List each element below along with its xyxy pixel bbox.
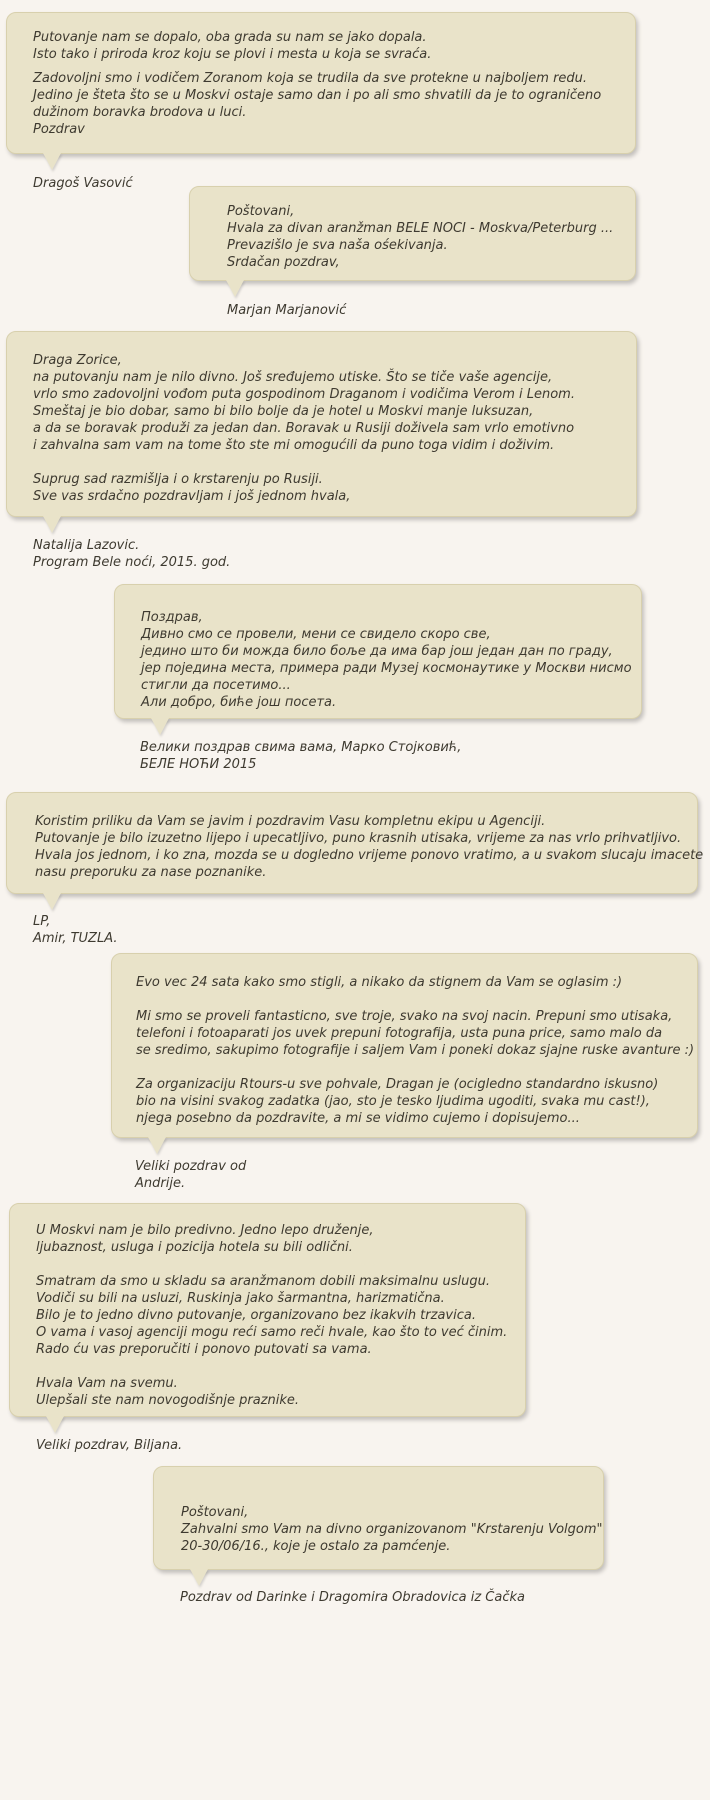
testimonial-bubble: [114, 584, 642, 719]
testimonial-text-line: [33, 454, 626, 471]
author-line: Program Bele noći, 2015. god.: [33, 555, 231, 570]
testimonial-text-line: Srdačan pozdrav,: [227, 255, 340, 270]
author-line: Natalija Lazovic.: [33, 538, 140, 553]
testimonial-author: [135, 1158, 246, 1192]
testimonial-text-line: Koristim priliku da Vam se javim i pozdravim Vasu kompletnu ekipu u Agenciji.: [35, 814, 546, 829]
testimonial-text-line: [136, 1059, 687, 1076]
testimonial-text-line: Mi smo se proveli fantasticno, sve troje, svako na svoj nacin. Prepuni smo utisaka,: [136, 1009, 673, 1024]
testimonial-text-line: Smeštaj je bio dobar, samo bi bilo bolje da je hotel u Moskvi manje luksuzan,: [33, 404, 534, 419]
testimonial-bubble: [6, 12, 636, 154]
testimonial-author: [33, 913, 117, 947]
testimonial-text-line: ljubaznost, usluga i pozicija hotela su bili odlični.: [36, 1240, 353, 1255]
testimonial-text-line: Hvala Vam na svemu.: [36, 1376, 178, 1391]
testimonial-paragraph: [33, 352, 626, 505]
testimonial-paragraph: [36, 1222, 515, 1409]
testimonial-paragraph: [136, 974, 695, 1127]
testimonial-bubble: [111, 953, 698, 1138]
testimonial-text-line: Putovanje nam se dopalo, oba grada su nam se jako dopala.: [33, 30, 427, 45]
author-line: БЕЛЕ НОЋИ 2015: [140, 757, 257, 772]
testimonial-text-line: a da se boravak produži za jedan dan. Boravak u Rusiji doživela sam vrlo emotivno: [33, 421, 575, 436]
testimonial-text-line: Pozdrav: [33, 122, 85, 137]
testimonial-text-line: Isto tako i priroda kroz koju se plovi i mesta u koja se svraća.: [33, 47, 432, 62]
testimonial-paragraph: [227, 203, 625, 271]
testimonial-bubble: [6, 331, 637, 517]
testimonial-text-line: [36, 1358, 515, 1375]
testimonial-text-line: Suprug sad razmišlja i o krstarenju po Rusiji.: [33, 472, 323, 487]
testimonial-text-line: bio na visini svakog zadatka (jao, sto je tesko ljudima ugoditi, svaka mu cast!),: [136, 1094, 650, 1109]
testimonial-text-line: se sredimo, sakupimo fotografije i saljem Vam i poneki dokaz sjajne ruske avanture :): [136, 1043, 695, 1058]
testimonial-text-line: Vodiči su bili na usluzi, Ruskinja jako šarmantna, harizmatična.: [36, 1291, 445, 1306]
testimonial-author: [33, 537, 230, 571]
testimonial-text-line: јер поједина места, примера ради Музеј космонаутике у Москви нисмо: [141, 661, 632, 676]
testimonial-paragraph: [35, 813, 704, 881]
testimonial-text-line: Prevazišlo je sva naša ośekivanja.: [227, 238, 448, 253]
testimonial-text-line: njega posebno da pozdravite, a mi se vidimo cujemo i dopisujemo...: [136, 1111, 580, 1126]
testimonial-text-line: O vama i vasoj agenciji mogu reći samo reči hvale, kao što to već činim.: [36, 1325, 508, 1340]
testimonial-text-line: nasu preporuku za nase poznanike.: [35, 865, 267, 880]
testimonial-paragraph: [33, 29, 625, 63]
testimonial-text-line: Sve vas srdačno pozdravljam i još jednom hvala,: [33, 489, 351, 504]
testimonial-text-line: Bilo je to jedno divno putovanje, organizovano bez ikakvih trzavica.: [36, 1308, 476, 1323]
testimonial-text-line: [36, 1256, 515, 1273]
testimonial-text-line: Za organizaciju Rtours-u sve pohvale, Dragan je (ocigledno standardno iskusno): [136, 1077, 659, 1092]
testimonial-text-line: Поздрав,: [141, 610, 203, 625]
testimonial-author: [36, 1437, 182, 1454]
author-line: Marjan Marjanović: [227, 303, 347, 318]
testimonial-text-line: Zahvalni smo Vam na divno organizovanom "Krstarenju Volgom": [181, 1522, 603, 1537]
testimonial-paragraph: [181, 1504, 603, 1555]
author-line: Dragoš Vasović: [33, 176, 133, 191]
author-line: Veliki pozdrav od: [135, 1159, 247, 1174]
testimonial-paragraph: [33, 70, 625, 138]
testimonial-text-line: једино што би можда било боље да има бар још један дан по граду,: [141, 644, 613, 659]
testimonial-text-line: Дивно смо се провели, мени се свидело скоро све,: [141, 627, 491, 642]
testimonial-text-line: Poštovani,: [181, 1505, 249, 1520]
testimonial-author: [33, 175, 133, 192]
testimonial-text-line: 20-30/06/16., koje je ostalo za pamćenje.: [181, 1539, 451, 1554]
testimonial-author: [140, 739, 461, 773]
testimonial-text-line: Ulepšali ste nam novogodišnje praznike.: [36, 1393, 300, 1408]
testimonial-bubble: [9, 1203, 526, 1417]
testimonial-text-line: na putovanju nam je nilo divno. Još sređujemo utiske. Što se tiče vaše agencije,: [33, 370, 553, 385]
testimonial-bubble: [153, 1466, 604, 1570]
testimonial-text-line: Draga Zorice,: [33, 353, 122, 368]
author-line: Veliki pozdrav, Biljana.: [36, 1438, 183, 1453]
testimonial-text-line: Rado ću vas preporučiti i ponovo putovati sa vama.: [36, 1342, 372, 1357]
testimonial-text-line: Hvala za divan aranžman BELE NOCI - Moskva/Peterburg ...: [227, 221, 614, 236]
testimonial-bubble: [189, 186, 636, 281]
testimonial-text-line: telefoni i fotoaparati jos uvek prepuni fotografija, usta puna price, samo malo da: [136, 1026, 663, 1041]
testimonial-text-line: vrlo smo zadovoljni vođom puta gospodinom Draganom i vodičima Verom i Lenom.: [33, 387, 575, 402]
author-line: LP,: [33, 914, 51, 929]
testimonial-text-line: Jedino je šteta što se u Moskvi ostaje samo dan i po ali smo shvatili da je to ograničeno: [33, 88, 602, 103]
author-line: Amir, TUZLA.: [33, 931, 118, 946]
testimonial-author: [227, 302, 346, 319]
testimonial-text-line: dužinom boravka brodova u luci.: [33, 105, 247, 120]
author-line: Andrije.: [135, 1176, 186, 1191]
testimonial-bubble: [6, 792, 704, 894]
testimonial-text-line: Hvala jos jednom, i ko zna, mozda se u dogledno vrijeme ponovo vratimo, a u svakom slucaju imacete: [35, 848, 704, 863]
author-line: Pozdrav od Darinke i Dragomira Obradovica iz Čačka: [180, 1590, 525, 1605]
testimonial-text-line: Smatram da smo u skladu sa aranžmanom dobili maksimalnu uslugu.: [36, 1274, 490, 1289]
testimonial-text-line: Putovanje je bilo izuzetno lijepo i upecatljivo, puno krasnih utisaka, vrijeme za nas vrlo prihvatljivo.: [35, 831, 682, 846]
testimonial-text-line: Evo vec 24 sata kako smo stigli, a nikako da stignem da Vam se oglasim :): [136, 975, 623, 990]
testimonial-text-line: U Moskvi nam je bilo predivno. Jedno lepo druženje,: [36, 1223, 374, 1238]
testimonial-text-line: Али добро, биће још посета.: [141, 695, 337, 710]
testimonial-author: [180, 1589, 525, 1606]
testimonial-text-line: Zadovoljni smo i vodičem Zoranom koja se trudila da sve protekne u najboljem redu.: [33, 71, 588, 86]
testimonial-text-line: стигли да посетимо...: [141, 678, 291, 693]
testimonial-text-line: i zahvalna sam vam na tome što ste mi omogućili da puno toga vidim i doživim.: [33, 438, 555, 453]
author-line: Велики поздрав свима вама, Марко Стојковић,: [140, 740, 462, 755]
testimonial-text-line: Poštovani,: [227, 204, 295, 219]
testimonial-text-line: [136, 991, 687, 1008]
testimonial-paragraph: [141, 609, 631, 711]
